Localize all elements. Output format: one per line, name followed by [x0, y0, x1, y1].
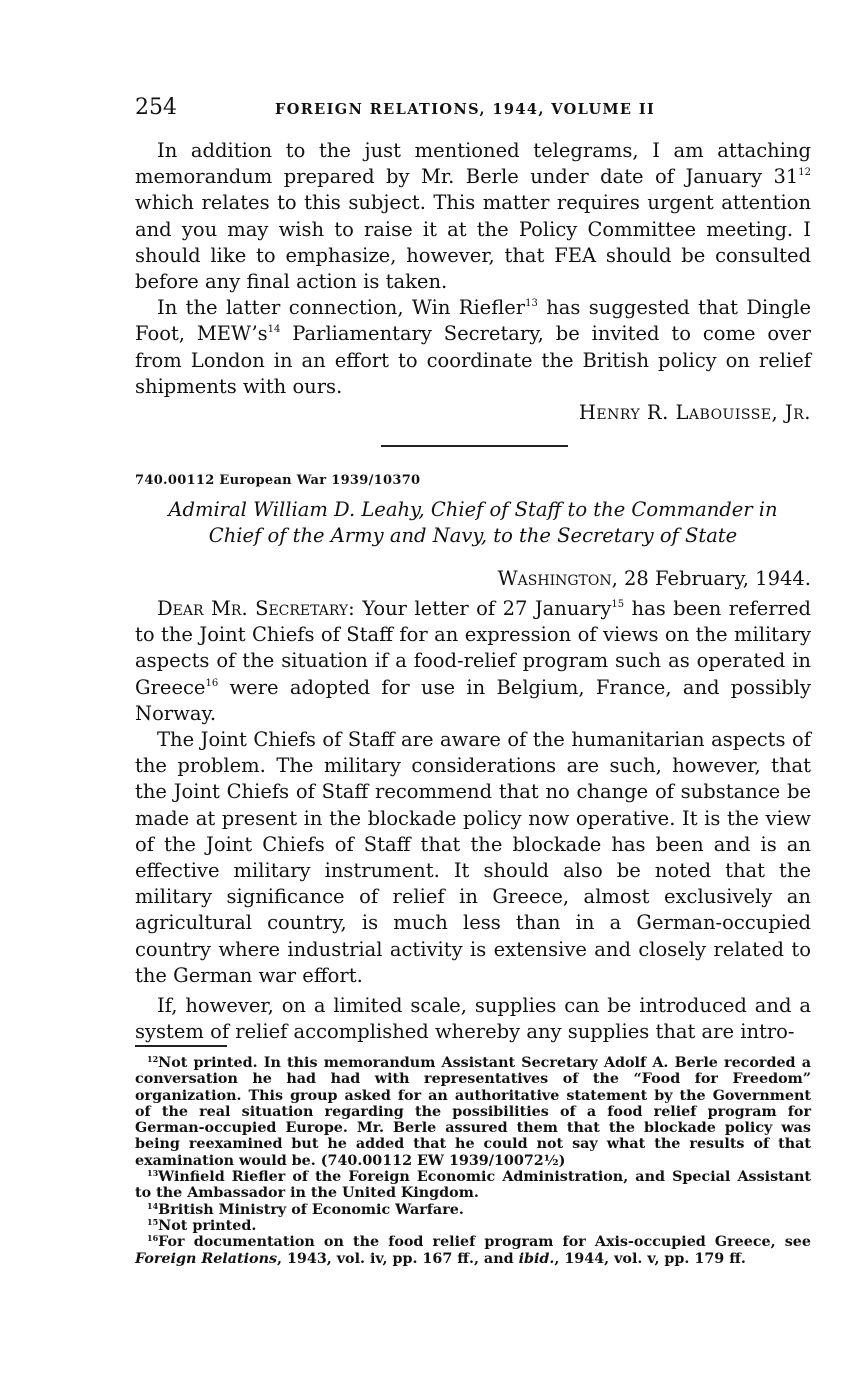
- footnote-ref: 15: [611, 599, 625, 610]
- paragraph: If, however, on a limited scale, supplies can be introduced and a system of relief accomplished whereby any supplies that are intro-: [135, 994, 811, 1044]
- footnote-ref: 13: [525, 298, 538, 310]
- paragraph: Dear Mr. Secretary: Your letter of 27 January$^{15}$ has been referred to the Joint Chiefs of Staff for an expression of views on the military aspects of the situation if a food-relief program such as operated in Greece$^{16}$ were adopted for use in Belgium, France, and possibly Norway.: [135, 597, 811, 725]
- page-header: [135, 95, 815, 125]
- footnote: $^{12}$Not printed. In this memorandum Assistant Secretary Adolf A. Berle recorded a conversation he had had with representatives of the “Food for Freedom” organization. This group asked for an authoritative statement by the Government of the real situation regarding the possibilities of a food relief program for German-occupied Europe. Mr. Berle assured them that the blockade policy was being reexamined but he added that he could not say what the results of that examination would be. (740.00112 EW 1939/10072½): [135, 1054, 811, 1169]
- signature: Henry R. Labouisse, Jr.: [578, 401, 811, 425]
- running-head: FOREIGN RELATIONS, 1944, VOLUME II: [275, 101, 656, 118]
- footnote-ref: 12: [798, 167, 811, 179]
- footnote: $^{14}$British Ministry of Economic Warfare.: [147, 1200, 464, 1218]
- footnote: $^{16}$For documentation on the food relief program for Axis-occupied Greece, see Foreign Relations, 1943, vol. iv, pp. 167 ff., and ibid., 1944, vol. v, pp. 179 ff.: [135, 1233, 811, 1267]
- footnote: $^{13}$Winfield Riefler of the Foreign Economic Administration, and Special Assistant to the Ambassador in the United Kingdom.: [135, 1168, 811, 1202]
- document-title: Admiral William D. Leahy, Chief of Staff to the Commander in Chief of the Army and Navy, to the Secretary of State: [168, 498, 778, 547]
- footnote-ref: 16: [205, 677, 219, 689]
- paragraph: In addition to the just mentioned telegrams, I am attaching memorandum prepared by Mr. Berle under date of January $31^{12}$ which relates to this subject. This matter requires urgent attention and you may wish to raise it at the Policy Committee meeting. I should like to emphasize, however, that FEA should be consulted before any final action is taken.: [135, 139, 811, 294]
- section-divider: [381, 445, 568, 447]
- document-body: [135, 596, 811, 1045]
- letter-body: [135, 138, 811, 426]
- paragraph: The Joint Chiefs of Staff are aware of the humanitarian aspects of the problem. The military considerations are such, however, that the Joint Chiefs of Staff recommend that no change of substance be made at present in the blockade policy now operative. It is the view of the Joint Chiefs of Staff that the blockade has been and is an effective military instrument. It should also be noted that the military significance of relief in Greece, almost exclusively an agricultural country, is much less than in a German-occupied country where industrial activity is extensive and closely related to the German war effort.: [135, 728, 811, 987]
- footnotes: [135, 1055, 811, 1267]
- footnote: $^{15}$Not printed.: [147, 1216, 257, 1234]
- footnote-divider: [135, 1045, 227, 1047]
- dateline: Washington, 28 February, 1944.: [497, 567, 811, 590]
- paragraph: In the latter connection, Win Riefler$^{13}$ has suggested that Dingle Foot, $MEW’s^{14}$ Parliamentary Secretary, be invited to come over from London in an effort to coordinate the British policy on relief shipments with ours.: [135, 296, 812, 398]
- page-number: 254: [135, 95, 177, 120]
- salutation: Dear Mr. Secretary:: [157, 597, 355, 620]
- file-number: 740.00112 European War 1939/10370: [135, 473, 421, 488]
- footnote-ref: 14: [267, 324, 281, 336]
